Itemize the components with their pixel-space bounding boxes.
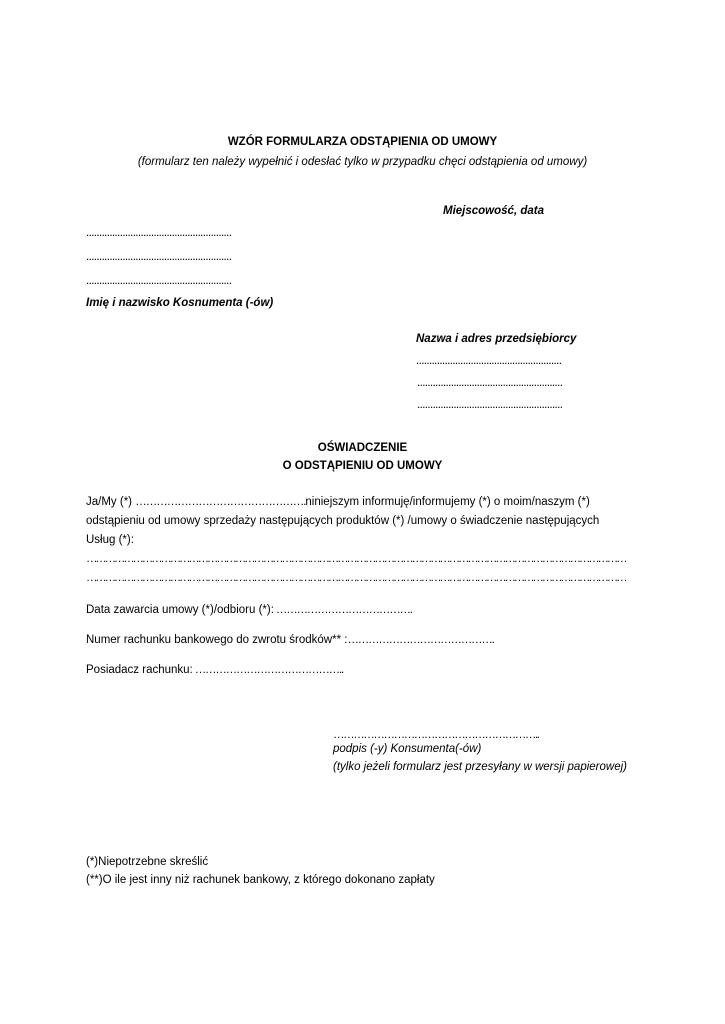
signature-label: podpis (-y) Konsumenta(-ów) (333, 743, 482, 755)
statement-line-2: odstąpieniu od umowy sprzedaży następujących produktów (*) /umowy o świadczenie następujących (86, 515, 600, 527)
account-holder-row (86, 664, 343, 676)
contract-date-row (86, 604, 412, 616)
account-holder-field[interactable]: …………………………………….. (192, 664, 343, 676)
bank-account-row (86, 634, 494, 646)
entrepreneur-field-3[interactable]: ........................................................ (417, 399, 563, 411)
statement-title-line2: O ODSTĄPIENIU OD UMOWY (282, 460, 443, 472)
contract-date-label: Data zawarcia umowy (*)/odbioru (*): (86, 604, 274, 616)
signature-field[interactable]: …………………………………………………….. (333, 729, 539, 741)
consumer-name-label: Imię i nazwisko Kosnumenta (-ów) (86, 297, 274, 309)
entrepreneur-field-1[interactable]: ........................................................ (416, 355, 562, 367)
bank-account-label: Numer rachunku bankowego do zwrotu środków** : (86, 634, 348, 646)
bank-account-field[interactable]: ……………………………………. (347, 634, 494, 646)
footnote-2: (**)O ile jest inny niż rachunek bankowy, z którego dokonano zapłaty (86, 874, 435, 886)
consumer-name-field-3[interactable]: ........................................................ (86, 275, 232, 287)
form-subtitle: (formularz ten należy wypełnić i odesłać tylko w przypadku chęci odstąpienia od umowy) (137, 156, 588, 168)
products-field-2[interactable]: ………………………………………………………………………………………………………………………………………………………… (86, 572, 626, 584)
account-holder-label: Posiadacz rachunku: (86, 664, 193, 676)
consumer-name-field-2[interactable]: ........................................................ (86, 251, 232, 263)
statement-line-3: Usług (*): (86, 534, 134, 546)
statement-text: niniejszym informuję/informujemy (*) o moim/naszym (*) (305, 496, 590, 508)
contract-date-field[interactable]: …………………………………. (273, 604, 412, 616)
consumer-name-field-1[interactable]: ........................................................ (86, 227, 232, 239)
statement-title-line1: OŚWIADCZENIE (317, 442, 408, 454)
name-field[interactable]: …………………………………………. (135, 496, 306, 508)
place-date-label: Miejscowość, data (443, 205, 544, 217)
products-field-1[interactable]: ………………………………………………………………………………………………………………………………………………………… (86, 553, 626, 565)
signature-note: (tylko jeżeli formularz jest przesyłany w wersji papierowej) (333, 761, 627, 773)
entrepreneur-label: Nazwa i adres przedsiębiorcy (416, 333, 577, 345)
entrepreneur-field-2[interactable]: ........................................................ (417, 377, 563, 389)
statement-line-1 (86, 496, 590, 508)
form-title: WZÓR FORMULARZA ODSTĄPIENIA OD UMOWY (227, 136, 498, 148)
statement-prefix: Ja/My (*) (86, 496, 136, 508)
footnote-1: (*)Niepotrzebne skreślić (86, 856, 209, 868)
